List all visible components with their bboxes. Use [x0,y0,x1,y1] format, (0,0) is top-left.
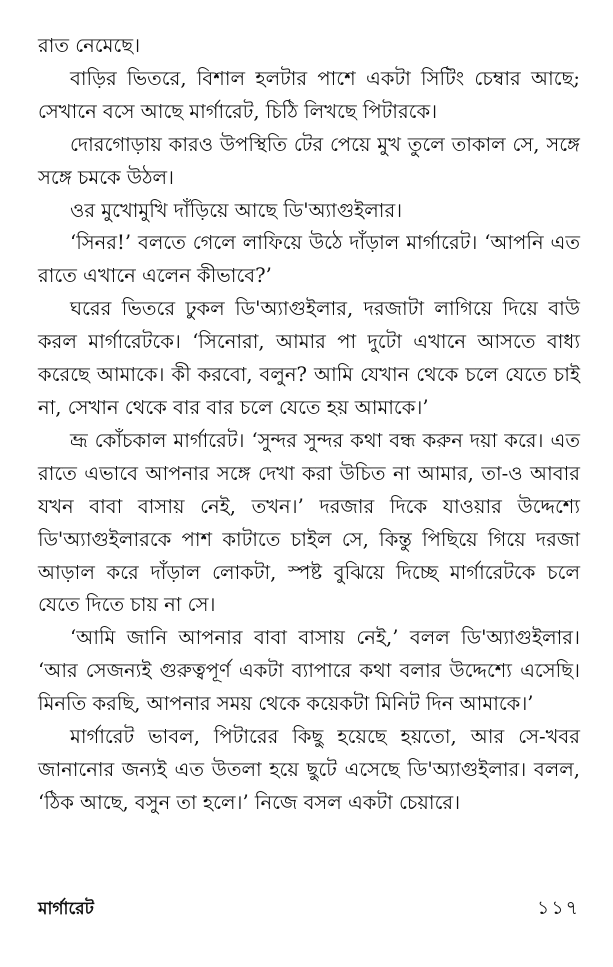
page-number: ১১৭ [536,897,580,919]
paragraph-3: দোরগোড়ায় কারও উপস্থিতি টের পেয়ে মুখ তুলে তাকাল সে, সঙ্গে সঙ্গে চমকে উঠল। [38,132,580,189]
page-footer [38,895,580,925]
paragraph-9: মার্গারেট ভাবল, পিটারের কিছু হয়েছে হয়তো, আর সে-খবর জানানোর জন্যই এত উতলা হয়ে ছুটে এসেছে ডি'অ্যাগুইলার। বলল, ‘ঠিক আছে, বসুন তা হলে।’ নিজে বসল একটা চেয়ারে। [38,725,580,814]
paragraph-5: ‘সিনর!’ বলতে গেলে লাফিয়ে উঠে দাঁড়াল মার্গারেট। ‘আপনি এত রাতে এখানে এলেন কীভাবে?’ [38,231,580,288]
paragraph-2: বাড়ির ভিতরে, বিশাল হলটার পাশে একটা সিটিং চেম্বার আছে; সেখানে বসে আছে মার্গারেট, চিঠি লিখছে পিটারকে। [38,66,580,123]
paragraph-8: ‘আমি জানি আপনার বাবা বাসায় নেই,’ বলল ডি'অ্যাগুইলার। ‘আর সেজন্যই গুরুত্বপূর্ণ একটা ব্যাপারে কথা বলার উদ্দেশ্যে এসেছি। মিনতি করছি, আপনার সময় থেকে কয়েকটা মিনিট দিন আমাকে।’ [38,626,580,716]
paragraph-1: রাত নেমেছে। [38,34,141,57]
paragraph-7: ভ্রূ কোঁচকাল মার্গারেট। ‘সুন্দর সুন্দর কথা বন্ধ করুন দয়া করে। এত রাতে এভাবে আপনার সঙ্গে দেখা করা উচিত না আমার, তা-ও আবার যখন বাবা বাসায় নেই, তখন।’ দরজার দিকে যাওয়ার উদ্দেশ্যে ডি'অ্যাগুইলারকে পাশ কাটাতে চাইল সে, কিন্তু পিছিয়ে গিয়ে দরজা আড়াল করে দাঁড়াল লোকটা, স্পষ্ট বুঝিয়ে দিচ্ছে মার্গারেটকে চলে যেতে দিতে চায় না সে। [38,428,580,617]
paragraph-6: ঘরের ভিতরে ঢুকল ডি'অ্যাগুইলার, দরজাটা লাগিয়ে দিয়ে বাউ করল মার্গারেটকে। ‘সিনোরা, আমার পা দুটো এখানে আসতে বাধ্য করেছে আমাকে। কী করবো, বলুন? আমি যেখান থেকে চলে যেতে চাই না, সেখান থেকে বার বার চলে যেতে হয় আমাকে।’ [38,297,580,419]
page-body [38,30,580,880]
running-title: মার্গারেট [38,899,94,919]
paragraph-4: ওর মুখোমুখি দাঁড়িয়ে আছে ডি'অ্যাগুইলার। [70,198,403,222]
